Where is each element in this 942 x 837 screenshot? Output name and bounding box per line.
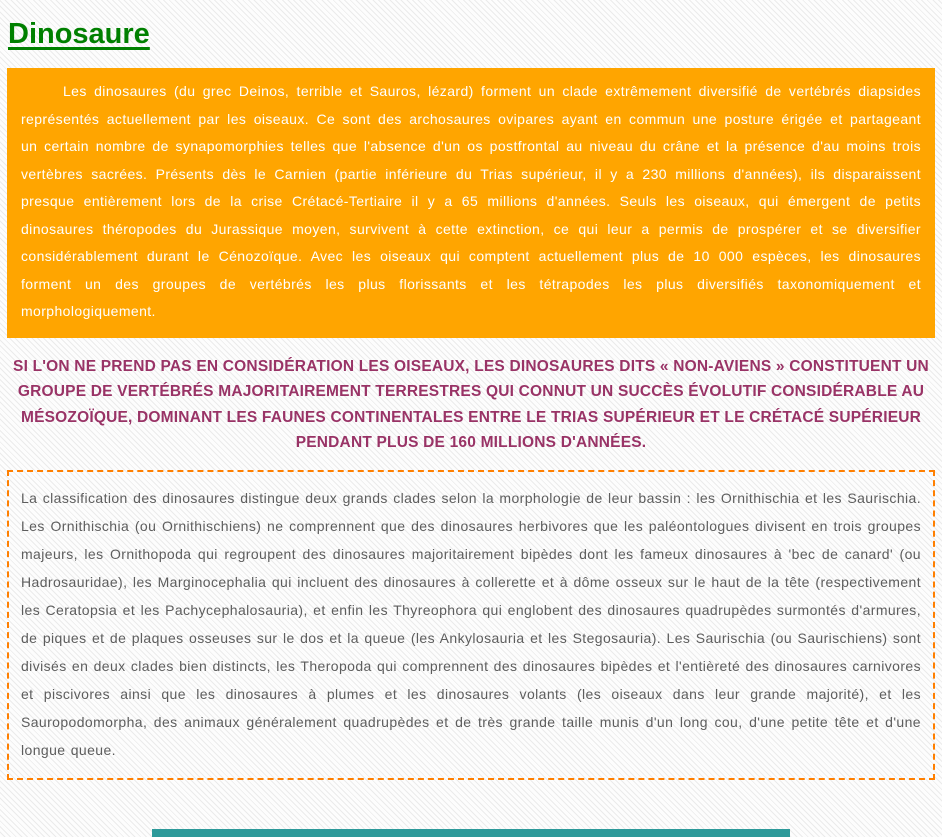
page-title: Dinosaure bbox=[8, 18, 150, 50]
next-section-edge-bar bbox=[152, 829, 790, 837]
highlight-paragraph: SI L'ON NE PREND PAS EN CONSIDÉRATION LES OISEAUX, LES DINOSAURES DITS « NON-AVIENS » CONSTITUENT UN GROUPE DE VERTÉBRÉS MAJORITAIREMENT TERRESTRES QUI CONNUT UN SUCCÈS ÉVOLUTIF CONSIDÉRABLE AU MÉSOZOÏQUE, DOMINANT LES FAUNES CONTINENTALES ENTRE LE TRIAS SUPÉRIEUR ET LE CRÉTACÉ SUPÉRIEUR PENDANT PLUS DE 160 MILLIONS D'ANNÉES. bbox=[13, 357, 929, 451]
intro-paragraph-box bbox=[7, 68, 935, 338]
classification-paragraph-box bbox=[7, 470, 935, 780]
intro-paragraph-text: Les dinosaures (du grec Deinos, terrible et Sauros, lézard) forment un clade extrêmement diversifié de vertébrés diapsides représentés actuellement par les oiseaux. Ce sont des archosaures ovipares ayant en commun une posture érigée et partageant un certain nombre de synapomorphies telles que l'absence d'un os postfrontal au niveau du crâne et la présence d'au moins trois vertèbres sacrées. Présents dès le Carnien (partie inférieure du Trias supérieur, il y a 230 millions d'années), ils disparaissent presque entièrement lors de la crise Crétacé-Tertiaire il y a 65 millions d'années. Seuls les oiseaux, qui émergent de petits dinosaures théropodes du Jurassique moyen, survivent à cette extinction, ce qui leur a permis de prospérer et se diversifier considérablement durant le Cénozoïque. Avec les oiseaux qui comptent actuellement plus de 10 000 espèces, les dinosaures forment un des groupes de vertébrés les plus florissants et les tétrapodes les plus diversifiés taxonomiquement et morphologiquement. bbox=[21, 83, 921, 319]
classification-paragraph-text: La classification des dinosaures distingue deux grands clades selon la morphologie de leur bassin : les Ornithischia et les Saurischia. Les Ornithischia (ou Ornithischiens) ne comprennent que des dinosaures herbivores que les paléontologues divisent en trois groupes majeurs, les Ornithopoda qui regroupent des dinosaures majoritairement bipèdes dont les fameux dinosaures à 'bec de canard' (ou Hadrosauridae), les Marginocephalia qui incluent des dinosaures à collerette et à dôme osseux sur le haut de la tête (respectivement les Ceratopsia et les Pachycephalosauria), et enfin les Thyreophora qui englobent des dinosaures quadrupèdes surmontés d'armures, de piques et de plaques osseuses sur le dos et la queue (les Ankylosauria et les Stegosauria). Les Saurischia (ou Saurischiens) sont divisés en deux clades bien distincts, les Theropoda qui comprennent des dinosaures bipèdes et l'entièreté des dinosaures carnivores et piscivores ainsi que les dinosaures à plumes et les dinosaures volants (les oiseaux dans leur grande majorité), et les Sauropodomorpha, des animaux généralement quadrupèdes et de très grande taille munis d'un long cou, d'une petite tête et d'une longue queue. bbox=[21, 489, 921, 758]
